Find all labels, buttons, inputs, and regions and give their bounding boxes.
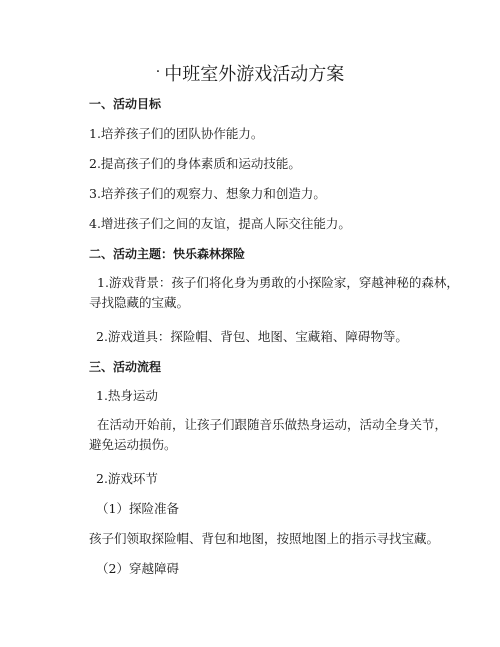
title-mark: ·: [155, 64, 161, 80]
goal-item-4: 4.增进孩子们之间的友谊，提高人际交往能力。: [89, 216, 351, 231]
step1-text: 孩子们领取探险帽、背包和地图，按照地图上的指示寻找宝藏。: [89, 531, 440, 546]
goal-item-3: 3.培养孩子们的观察力、想象力和创造力。: [89, 186, 326, 201]
game-props: 2.游戏道具：探险帽、背包、地图、宝藏箱、障碍物等。: [96, 329, 408, 344]
goal-item-2: 2.提高孩子们的身体素质和运动技能。: [89, 156, 301, 171]
section-heading-process: 三、活动流程: [89, 360, 162, 374]
warmup-title: 1.热身运动: [96, 388, 158, 403]
game-background-paragraph: [89, 273, 459, 313]
game-section-title: 2.游戏环节: [96, 471, 158, 486]
warmup-line-1: 在活动开始前，让孩子们跟随音乐做热身运动，活动全身关节，: [97, 417, 448, 432]
warmup-line-2: 避免运动损伤。: [89, 437, 177, 452]
section-heading-goals: 一、活动目标: [89, 97, 162, 111]
game-background-line-1: 1.游戏背景：孩子们将化身为勇敢的小探险家，穿越神秘的森林，: [97, 275, 459, 290]
document-title: [0, 60, 500, 87]
step2-title: （2）穿越障碍: [96, 561, 179, 576]
title-text: 中班室外游戏活动方案: [164, 64, 345, 85]
game-background-line-2: 寻找隐藏的宝藏。: [89, 295, 190, 310]
warmup-paragraph: [89, 415, 448, 455]
goal-item-1: 1.培养孩子们的团队协作能力。: [89, 126, 264, 141]
step1-title: （1）探险准备: [96, 501, 179, 516]
section-heading-theme: 二、活动主题：快乐森林探险: [89, 247, 246, 261]
